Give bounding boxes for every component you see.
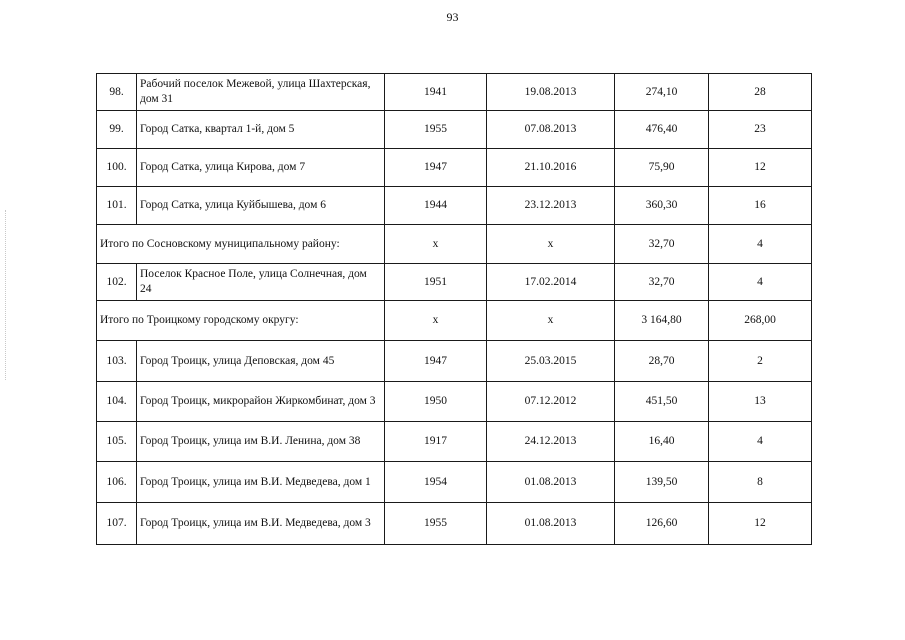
area-cell: 32,70 (615, 225, 709, 264)
date-cell: 07.08.2013 (487, 111, 615, 149)
year-cell: x (385, 225, 487, 264)
area-cell: 28,70 (615, 341, 709, 382)
subtotal-row (97, 225, 812, 264)
area-cell: 139,50 (615, 462, 709, 503)
row-number: 103. (97, 341, 137, 382)
residents-cell: 4 (709, 422, 812, 462)
row-number: 105. (97, 422, 137, 462)
date-cell: x (487, 301, 615, 341)
date-cell: 01.08.2013 (487, 503, 615, 545)
area-cell: 3 164,80 (615, 301, 709, 341)
address-cell: Город Сатка, улица Куйбышева, дом 6 (137, 187, 385, 225)
address-cell: Город Сатка, улица Кирова, дом 7 (137, 149, 385, 187)
residents-cell: 12 (709, 503, 812, 545)
date-cell: 23.12.2013 (487, 187, 615, 225)
date-cell: x (487, 225, 615, 264)
table-row (97, 149, 812, 187)
table-row (97, 341, 812, 382)
area-cell: 16,40 (615, 422, 709, 462)
table-row (97, 462, 812, 503)
subtotal-row (97, 301, 812, 341)
row-number: 102. (97, 264, 137, 301)
table-row (97, 187, 812, 225)
year-cell: 1951 (385, 264, 487, 301)
year-cell: 1944 (385, 187, 487, 225)
residents-cell: 13 (709, 382, 812, 422)
residents-cell: 4 (709, 264, 812, 301)
row-number: 100. (97, 149, 137, 187)
subtotal-label: Итого по Троицкому городскому округу: (97, 301, 385, 341)
date-cell: 21.10.2016 (487, 149, 615, 187)
area-cell: 360,30 (615, 187, 709, 225)
table-row (97, 382, 812, 422)
year-cell: 1917 (385, 422, 487, 462)
residents-cell: 8 (709, 462, 812, 503)
area-cell: 32,70 (615, 264, 709, 301)
residents-cell: 12 (709, 149, 812, 187)
date-cell: 07.12.2012 (487, 382, 615, 422)
table-row (97, 503, 812, 545)
address-cell: Город Троицк, улица им В.И. Медведева, дом 1 (137, 462, 385, 503)
table-row (97, 422, 812, 462)
area-cell: 451,50 (615, 382, 709, 422)
date-cell: 19.08.2013 (487, 74, 615, 111)
address-cell: Город Троицк, улица им В.И. Медведева, дом 3 (137, 503, 385, 545)
table-row (97, 264, 812, 301)
year-cell: 1955 (385, 503, 487, 545)
row-number: 107. (97, 503, 137, 545)
address-cell: Город Троицк, улица Деповская, дом 45 (137, 341, 385, 382)
residents-cell: 2 (709, 341, 812, 382)
year-cell: 1947 (385, 149, 487, 187)
row-number: 98. (97, 74, 137, 111)
date-cell: 17.02.2014 (487, 264, 615, 301)
address-cell: Рабочий поселок Межевой, улица Шахтерская, дом 31 (137, 74, 385, 111)
residents-cell: 23 (709, 111, 812, 149)
address-cell: Поселок Красное Поле, улица Солнечная, дом 24 (137, 264, 385, 301)
table-row (97, 74, 812, 111)
address-cell: Город Сатка, квартал 1-й, дом 5 (137, 111, 385, 149)
housing-registry-table (96, 73, 812, 545)
address-cell: Город Троицк, улица им В.И. Ленина, дом 38 (137, 422, 385, 462)
row-number: 104. (97, 382, 137, 422)
year-cell: 1954 (385, 462, 487, 503)
year-cell: 1950 (385, 382, 487, 422)
address-cell: Город Троицк, микрорайон Жиркомбинат, дом 3 (137, 382, 385, 422)
row-number: 101. (97, 187, 137, 225)
subtotal-label: Итого по Сосновскому муниципальному району: (97, 225, 385, 264)
area-cell: 476,40 (615, 111, 709, 149)
date-cell: 24.12.2013 (487, 422, 615, 462)
residents-cell: 268,00 (709, 301, 812, 341)
table-row (97, 111, 812, 149)
residents-cell: 16 (709, 187, 812, 225)
date-cell: 25.03.2015 (487, 341, 615, 382)
year-cell: 1955 (385, 111, 487, 149)
area-cell: 75,90 (615, 149, 709, 187)
residents-cell: 28 (709, 74, 812, 111)
residents-cell: 4 (709, 225, 812, 264)
area-cell: 126,60 (615, 503, 709, 545)
year-cell: x (385, 301, 487, 341)
date-cell: 01.08.2013 (487, 462, 615, 503)
page-number: 93 (446, 10, 459, 24)
scan-edge-mark (5, 210, 7, 380)
year-cell: 1941 (385, 74, 487, 111)
row-number: 106. (97, 462, 137, 503)
area-cell: 274,10 (615, 74, 709, 111)
row-number: 99. (97, 111, 137, 149)
year-cell: 1947 (385, 341, 487, 382)
